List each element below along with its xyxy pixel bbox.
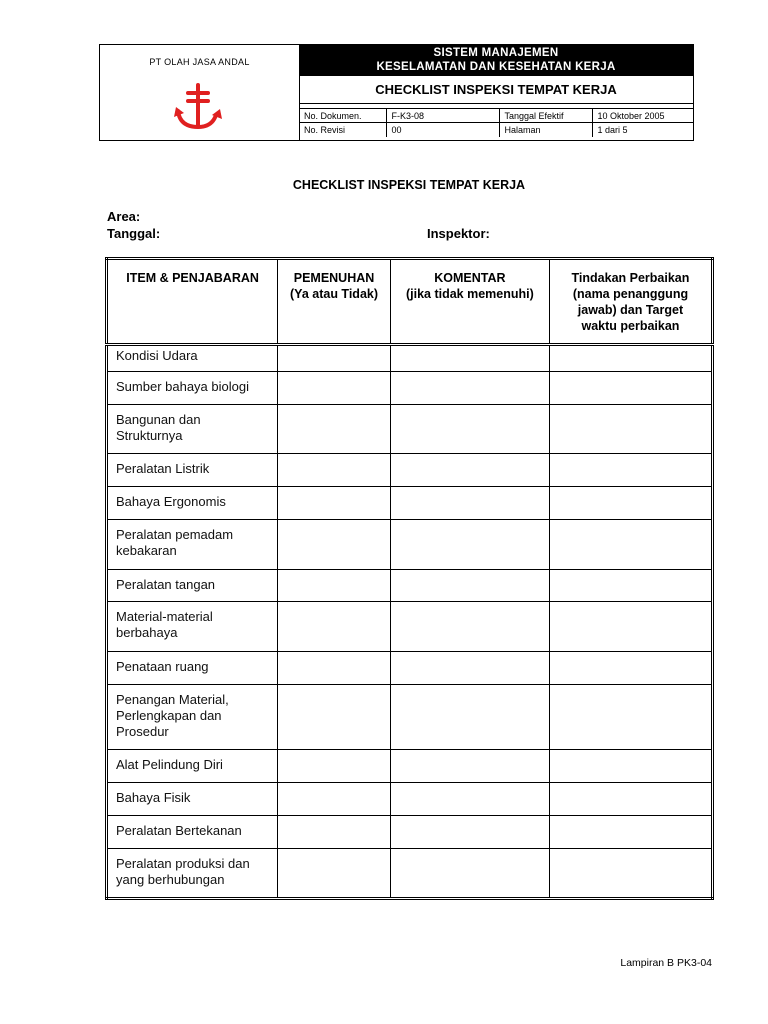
item-text: kebakaran	[116, 543, 177, 558]
system-line-2: KESELAMATAN DAN KESEHATAN KERJA	[376, 61, 616, 73]
item-cell	[107, 487, 278, 520]
item-text: Bahaya Ergonomis	[116, 494, 226, 509]
comment-cell[interactable]	[390, 345, 549, 372]
table-row	[107, 405, 713, 454]
table-row	[107, 685, 713, 750]
document-header	[99, 44, 694, 141]
area-label: Area:	[107, 209, 141, 224]
table-row	[107, 372, 713, 405]
comment-cell[interactable]	[390, 685, 549, 750]
item-cell	[107, 345, 278, 372]
item-text: Penangan Material,	[116, 692, 229, 707]
item-cell	[107, 570, 278, 602]
item-text: Bahaya Fisik	[116, 790, 191, 805]
compliance-cell[interactable]	[278, 849, 391, 899]
header-line: PEMENUHAN	[293, 271, 375, 285]
compliance-cell[interactable]	[278, 750, 391, 783]
inspector-label: Inspektor:	[427, 226, 490, 241]
column-header-corrective-action	[549, 259, 712, 345]
column-header-item	[107, 259, 278, 345]
column-header-comment	[390, 259, 549, 345]
comment-cell[interactable]	[390, 750, 549, 783]
item-cell	[107, 652, 278, 685]
document-title: CHECKLIST INSPEKSI TEMPAT KERJA	[299, 76, 693, 104]
table-row	[107, 570, 713, 602]
item-cell	[107, 372, 278, 405]
comment-cell[interactable]	[390, 372, 549, 405]
table-row	[107, 652, 713, 685]
corrective-action-cell[interactable]	[549, 783, 712, 816]
item-cell	[107, 783, 278, 816]
header-line: jawab) dan Target	[577, 303, 684, 317]
table-row	[107, 849, 713, 899]
comment-cell[interactable]	[390, 454, 549, 487]
corrective-action-cell[interactable]	[549, 816, 712, 849]
system-banner	[299, 45, 693, 76]
compliance-cell[interactable]	[278, 816, 391, 849]
revision-label: No. Revisi	[299, 123, 386, 137]
table-row	[107, 487, 713, 520]
effective-date-label: Tanggal Efektif	[499, 109, 592, 123]
date-label: Tanggal:	[107, 226, 161, 241]
item-text: Strukturnya	[116, 428, 183, 443]
corrective-action-cell[interactable]	[549, 570, 712, 602]
item-text: Peralatan Bertekanan	[116, 823, 242, 838]
table-row	[107, 816, 713, 849]
company-block	[100, 45, 300, 140]
item-text: Kondisi Udara	[116, 348, 198, 363]
comment-cell[interactable]	[390, 570, 549, 602]
table-row	[107, 345, 713, 372]
item-text: Sumber bahaya biologi	[116, 379, 249, 394]
corrective-action-cell[interactable]	[549, 652, 712, 685]
corrective-action-cell[interactable]	[549, 602, 712, 652]
compliance-cell[interactable]	[278, 372, 391, 405]
compliance-cell[interactable]	[278, 570, 391, 602]
item-text: Perlengkapan dan	[116, 708, 222, 723]
compliance-cell[interactable]	[278, 405, 391, 454]
meta-row	[299, 123, 693, 137]
revision-value: 00	[386, 123, 499, 137]
item-text: Peralatan pemadam	[116, 527, 234, 542]
item-text: Peralatan produksi dan	[116, 856, 250, 871]
compliance-cell[interactable]	[278, 783, 391, 816]
comment-cell[interactable]	[390, 520, 549, 570]
compliance-cell[interactable]	[278, 345, 391, 372]
page-value: 1 dari 5	[592, 123, 693, 137]
compliance-cell[interactable]	[278, 487, 391, 520]
header-line: KOMENTAR	[434, 271, 506, 285]
item-text: Peralatan tangan	[116, 577, 216, 592]
inspection-checklist-table	[105, 257, 714, 900]
table-row	[107, 750, 713, 783]
corrective-action-cell[interactable]	[549, 405, 712, 454]
compliance-cell[interactable]	[278, 652, 391, 685]
item-cell	[107, 816, 278, 849]
comment-cell[interactable]	[390, 816, 549, 849]
item-cell	[107, 520, 278, 570]
item-cell	[107, 454, 278, 487]
item-text: Bangunan dan	[116, 412, 201, 427]
table-header-row	[107, 259, 713, 345]
header-line: Tindakan Perbaikan	[571, 271, 690, 285]
compliance-cell[interactable]	[278, 685, 391, 750]
corrective-action-cell[interactable]	[549, 372, 712, 405]
header-line: (nama penanggung	[572, 287, 689, 301]
comment-cell[interactable]	[390, 783, 549, 816]
corrective-action-cell[interactable]	[549, 750, 712, 783]
comment-cell[interactable]	[390, 405, 549, 454]
item-cell	[107, 685, 278, 750]
item-text: Peralatan Listrik	[116, 461, 210, 476]
item-text: Material-material	[116, 609, 213, 624]
item-text: Alat Pelindung Diri	[116, 757, 223, 772]
corrective-action-cell[interactable]	[549, 454, 712, 487]
item-text: yang berhubungan	[116, 872, 225, 887]
table-row	[107, 783, 713, 816]
table-row	[107, 520, 713, 570]
item-cell	[107, 602, 278, 652]
comment-cell[interactable]	[390, 849, 549, 899]
compliance-cell[interactable]	[278, 454, 391, 487]
comment-cell[interactable]	[390, 602, 549, 652]
anchor-logo-icon	[170, 79, 226, 135]
item-cell	[107, 405, 278, 454]
table-row	[107, 602, 713, 652]
document-meta-table	[299, 108, 693, 137]
item-text: Prosedur	[116, 724, 169, 739]
compliance-cell[interactable]	[278, 602, 391, 652]
compliance-cell[interactable]	[278, 520, 391, 570]
table-row	[107, 454, 713, 487]
item-cell	[107, 750, 278, 783]
system-line-1: SISTEM MANAJEMEN	[433, 47, 559, 59]
comment-cell[interactable]	[390, 652, 549, 685]
doc-no-value: F-K3-08	[386, 109, 499, 123]
corrective-action-cell[interactable]	[549, 849, 712, 899]
header-line: (Ya atau Tidak)	[290, 287, 379, 301]
corrective-action-cell[interactable]	[549, 685, 712, 750]
corrective-action-cell[interactable]	[549, 520, 712, 570]
effective-date-value: 10 Oktober 2005	[592, 109, 693, 123]
page-label: Halaman	[499, 123, 592, 137]
comment-cell[interactable]	[390, 487, 549, 520]
item-text: berbahaya	[116, 625, 178, 640]
footer-reference: Lampiran B PK3-04	[620, 957, 712, 969]
meta-row	[299, 109, 693, 123]
header-line: waktu perbaikan	[581, 319, 680, 333]
doc-no-label: No. Dokumen.	[299, 109, 386, 123]
company-name: PT OLAH JASA ANDAL	[149, 57, 250, 67]
item-cell	[107, 849, 278, 899]
header-line: (jika tidak memenuhi)	[405, 287, 534, 301]
column-header-compliance	[278, 259, 391, 345]
item-text: Penataan ruang	[116, 659, 209, 674]
header-line: ITEM & PENJABARAN	[126, 271, 259, 285]
corrective-action-cell[interactable]	[549, 487, 712, 520]
form-title: CHECKLIST INSPEKSI TEMPAT KERJA	[292, 178, 526, 192]
system-block	[299, 45, 693, 140]
corrective-action-cell[interactable]	[549, 345, 712, 372]
